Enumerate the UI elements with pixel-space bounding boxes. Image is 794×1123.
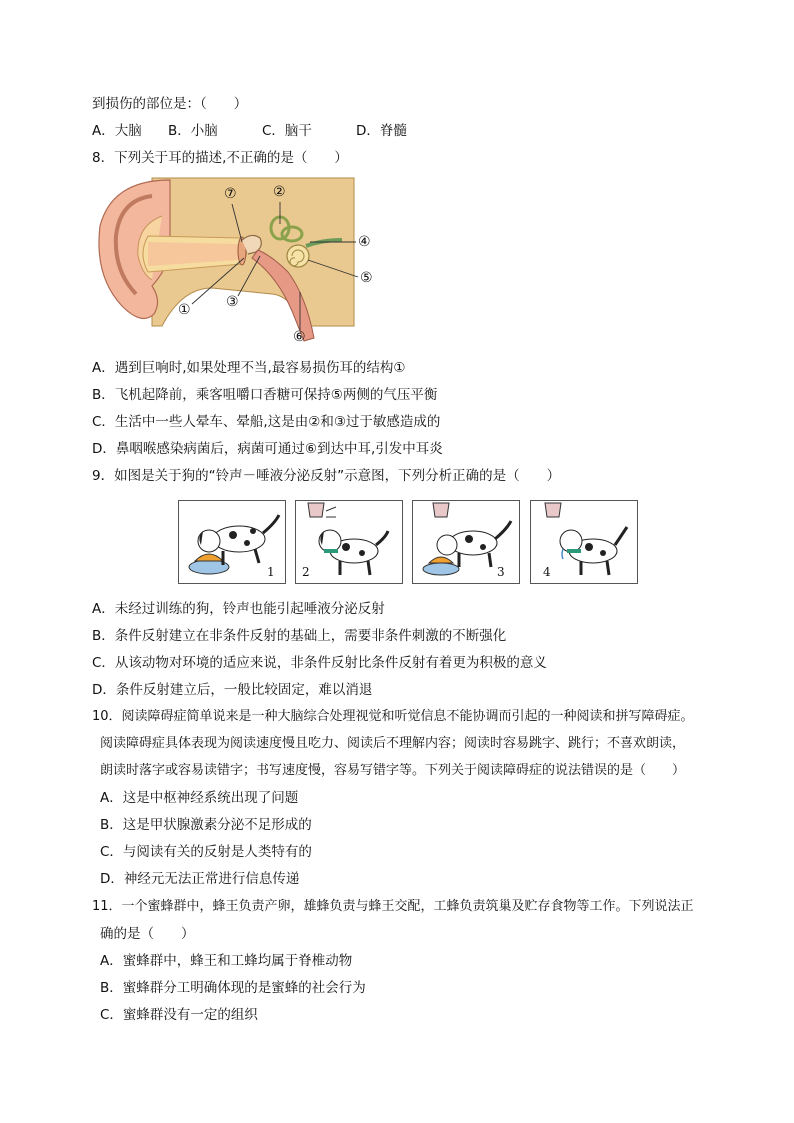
label-3: ③ [226, 294, 239, 310]
q9-option-d: D．条件反射建立后，一般比较固定，难以消退 [92, 682, 373, 698]
q10-stem-line-2: 阅读障碍症具体表现为阅读速度慢且吃力、阅读后不理解内容；阅读时容易跳字、跳行；不喜欢朗读， [100, 736, 686, 751]
label-2: ② [273, 184, 286, 200]
panel-1-number: 1 [267, 565, 275, 579]
q11-option-b: B．蜜蜂群分工明确体现的是蜜蜂的社会行为 [100, 980, 366, 996]
q7-option-c: C．脑干 [262, 123, 312, 139]
q11-stem-line-2: 确的是（ ） [100, 926, 195, 942]
q11-stem-line-1: 11．一个蜜蜂群中，蜂王负责产卵，雄蜂负责与蜂王交配，工蜂负责筑巢及贮存食物等工作。下列说法正 [92, 899, 694, 914]
q10-stem-line-3: 朗读时落字或容易读错字；书写速度慢，容易写错字等。下列关于阅读障碍症的说法错误的是（ ） [100, 763, 686, 778]
q8-stem: 8．下列关于耳的描述,不正确的是（ ） [92, 150, 348, 166]
panel-2-number: 2 [302, 565, 310, 579]
panel-4-number: 4 [543, 565, 551, 579]
q8-option-a: A．遇到巨响时,如果处理不当,最容易损伤耳的结构① [92, 360, 406, 376]
q7-option-a: A．大脑 [92, 123, 142, 139]
dog-panel-2 [295, 500, 403, 584]
q8-option-c: C．生活中一些人晕车、晕船,这是由②和③过于敏感造成的 [92, 414, 441, 430]
q9-stem: 9．如图是关于狗的“铃声－唾液分泌反射”示意图，下列分析正确的是（ ） [92, 468, 561, 484]
label-7: ⑦ [224, 186, 237, 202]
panel-3-number: 3 [497, 565, 505, 579]
q7-stem-continuation: 到损伤的部位是：（ ） [92, 96, 248, 112]
q10-option-b: B．这是甲状腺激素分泌不足形成的 [100, 817, 312, 833]
q8-option-b: B．飞机起降前，乘客咀嚼口香糖可保持⑤两侧的气压平衡 [92, 387, 438, 403]
q11-option-c: C．蜜蜂群没有一定的组织 [100, 1007, 258, 1023]
q11-option-a: A．蜜蜂群中，蜂王和工蜂均属于脊椎动物 [100, 953, 353, 969]
q10-stem-line-1: 10．阅读障碍症简单说来是一种大脑综合处理视觉和听觉信息不能协调而引起的一种阅读和拼写障碍症。 [92, 709, 694, 724]
dog-panel-4 [530, 500, 638, 584]
ear-anatomy-figure [92, 176, 382, 346]
ear-diagram [92, 176, 382, 346]
dog-panel-3 [412, 500, 520, 584]
label-1: ① [178, 302, 191, 318]
q9-option-b: B．条件反射建立在非条件反射的基础上，需要非条件刺激的不断强化 [92, 628, 507, 644]
label-6: ⑥ [293, 329, 306, 345]
q8-option-d: D．鼻咽喉感染病菌后，病菌可通过⑥到达中耳,引发中耳炎 [92, 441, 443, 457]
q7-option-b: B．小脑 [168, 123, 218, 139]
q9-option-a: A．未经过训练的狗，铃声也能引起唾液分泌反射 [92, 601, 385, 617]
q10-option-c: C．与阅读有关的反射是人类特有的 [100, 844, 312, 860]
q10-option-d: D．神经元无法正常进行信息传递 [100, 871, 300, 887]
label-4: ④ [358, 234, 371, 250]
dog-panel-1 [178, 500, 286, 584]
q7-option-d: D．脊髓 [356, 123, 407, 139]
q9-option-c: C．从该动物对环境的适应来说，非条件反射比条件反射有着更为积极的意义 [92, 655, 547, 671]
q10-option-a: A．这是中枢神经系统出现了问题 [100, 790, 299, 806]
dog-bell-icon [296, 501, 402, 583]
label-5: ⑤ [360, 270, 373, 286]
